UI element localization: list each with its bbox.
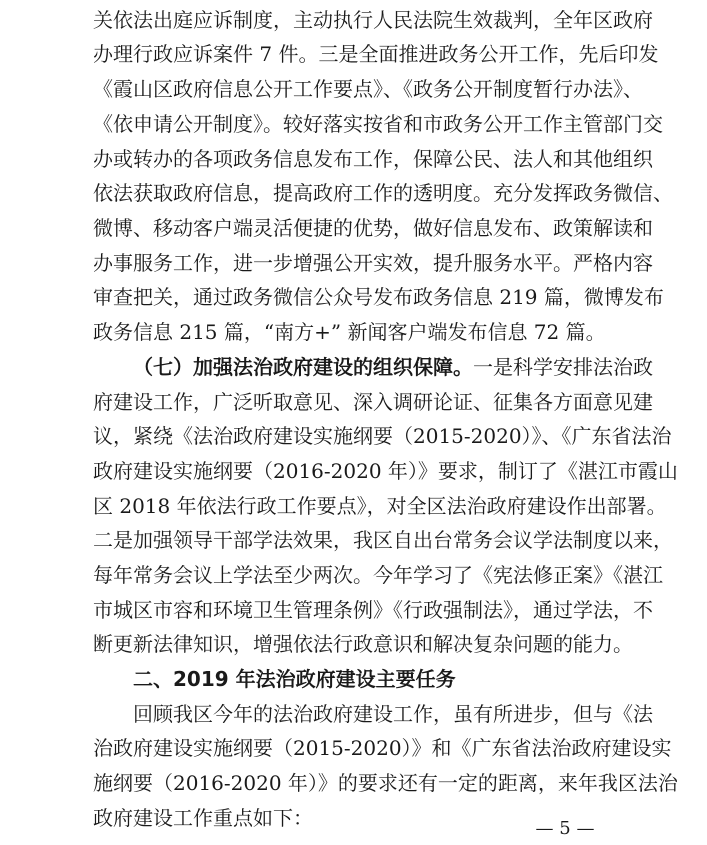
text-line: 市城区市容和环境卫生管理条例》《行政强制法》，通过学法，不 (93, 598, 653, 622)
text-line: 府建设工作，广泛听取意见、深入调研论证、征集各方面意见建 (93, 390, 653, 414)
text-line: 办事服务工作，进一步增强公开实效，提升服务水平。严格内容 (93, 251, 653, 275)
section-7-text: 一是科学安排法治政 (473, 355, 653, 379)
text-line: 《依申请公开制度》。较好落实按省和市政务公开工作主管部门交 (93, 112, 663, 136)
section-2-heading: 二、2019 年法治政府建设主要任务 (133, 667, 456, 691)
text-line: 办或转办的各项政务信息发布工作，保障公民、法人和其他组织 (93, 147, 653, 171)
text-line: 断更新法律知识，增强依法行政意识和解决复杂问题的能力。 (93, 632, 633, 656)
text-line: 治政府建设实施纲要（2015-2020）》和《广东省法治政府建设实 (93, 736, 672, 760)
text-line: 政务信息 215 篇，“南方+” 新闻客户端发布信息 72 篇。 (93, 320, 606, 344)
text-line: 政府建设实施纲要（2016-2020 年）》要求，制订了《湛江市霞山 (93, 459, 678, 483)
text-line: 区 2018 年依法行政工作要点》，对全区法治政府建设作出部署。 (93, 494, 667, 518)
text-line: 微博、移动客户端灵活便捷的优势，做好信息发布、政策解读和 (93, 216, 653, 240)
text-line: 办理行政应诉案件 7 件。三是全面推进政务公开工作，先后印发 (93, 42, 659, 66)
text-line: 政府建设工作重点如下： (93, 806, 313, 830)
section-7-first-line (133, 355, 653, 379)
section-7-heading: （七）加强法治政府建设的组织保障。 (133, 355, 473, 379)
text-line: 二是加强领导干部学法效果，我区自出台常务会议学法制度以来， (93, 528, 673, 552)
text-line: 回顾我区今年的法治政府建设工作，虽有所进步，但与《法 (133, 702, 653, 726)
text-line: 审查把关，通过政务微信公众号发布政务信息 219 篇，微博发布 (93, 285, 664, 309)
text-line: 《霞山区政府信息公开工作要点》、《政务公开制度暂行办法》、 (93, 77, 643, 101)
text-line: 依法获取政府信息，提高政府工作的透明度。充分发挥政务微信、 (93, 181, 673, 205)
page-number: — 5 — (535, 818, 595, 839)
text-line: 关依法出庭应诉制度，主动执行人民法院生效裁判，全年区政府 (93, 8, 653, 32)
text-line: 议，紧绕《法治政府建设实施纲要（2015-2020）》、《广东省法治 (93, 424, 672, 448)
text-line: 施纲要（2016-2020 年）》的要求还有一定的距离，来年我区法治 (93, 771, 678, 795)
text-line: 每年常务会议上学法至少两次。今年学习了《宪法修正案》《湛江 (93, 563, 663, 587)
